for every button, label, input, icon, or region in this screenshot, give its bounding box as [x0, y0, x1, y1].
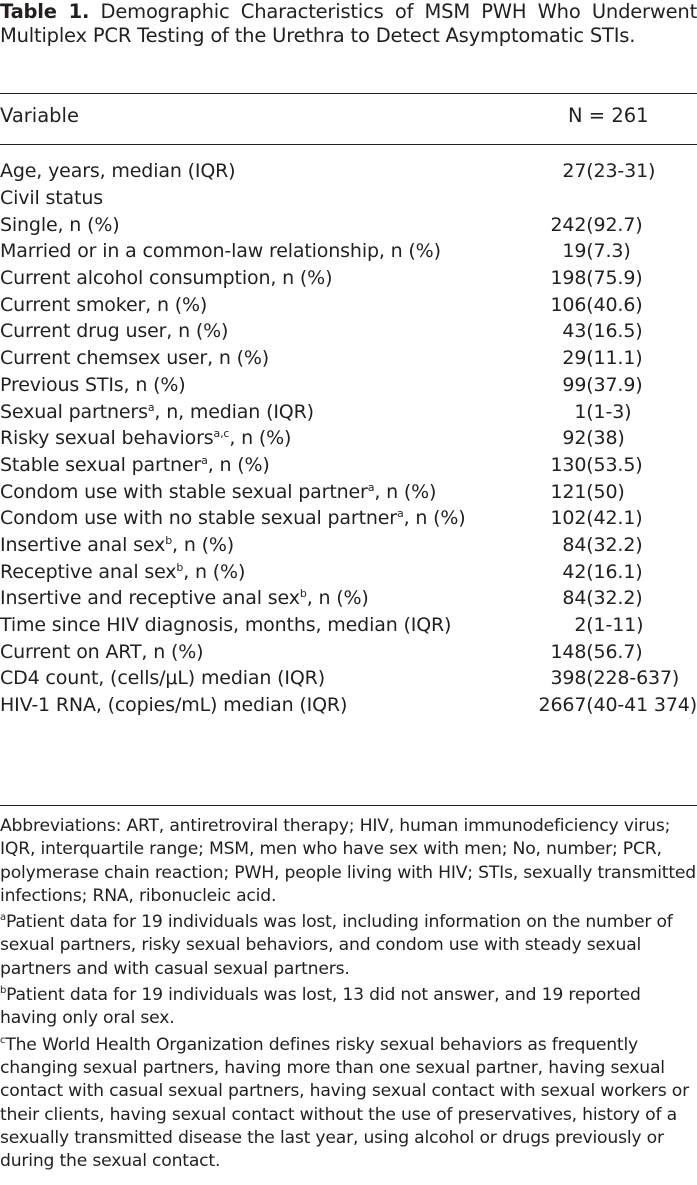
table-row [0, 238, 697, 265]
row-label-text: Current drug user, n (%) [0, 320, 229, 343]
row-value-detail: (228-637) [586, 667, 680, 690]
header-rule [0, 144, 697, 145]
row-value: 43 [562, 320, 587, 343]
row-value-detail: (40-41 374) [586, 694, 697, 717]
table-row [0, 158, 697, 185]
row-label-text: Condom use with no stable sexual partner [0, 507, 397, 530]
row-value: 130 [550, 453, 587, 476]
row-value: 19 [562, 240, 587, 263]
row-value: 92 [562, 427, 587, 450]
footnote-marker: a [396, 507, 404, 521]
row-value-detail: (56.7) [586, 640, 643, 663]
row-label [0, 532, 493, 559]
row-label-text: Married or in a common-law relationship, n (%) [0, 240, 441, 263]
table-row [0, 318, 697, 345]
row-label-suffix: , n (%) [172, 533, 235, 556]
row-value-detail: (32.2) [586, 587, 643, 610]
footnote-marker: b [0, 985, 7, 997]
row-value-detail: (92.7) [586, 213, 643, 236]
table-row [0, 345, 697, 372]
row-label-text: Civil status [0, 187, 103, 210]
table-caption [0, 0, 697, 48]
row-label-text: Condom use with stable sexual partner [0, 480, 368, 503]
row-value: 99 [562, 373, 587, 396]
footnote-marker: a [0, 912, 6, 924]
row-value-detail: (32.2) [586, 533, 643, 556]
row-label [0, 558, 493, 585]
row-label [0, 452, 493, 479]
row-label [0, 291, 493, 318]
footnote-marker: a [367, 480, 375, 494]
row-value-detail: (11.1) [586, 347, 643, 370]
row-value-detail [586, 185, 697, 212]
row-value-detail: (53.5) [586, 453, 643, 476]
table-row [0, 532, 697, 559]
footnote-text: Patient data for 19 individuals was lost, including information on the number of sexual partners, risky sexual behaviors, and condom use with steady sexual partners and with casual sexual partners. [0, 912, 673, 979]
row-label-suffix: , n, median (IQR) [154, 400, 314, 423]
row-label-text: Current smoker, n (%) [0, 293, 208, 316]
row-value-detail: (38) [586, 427, 625, 450]
row-label [0, 265, 493, 292]
row-value: 102 [550, 507, 587, 530]
row-value: 29 [562, 347, 587, 370]
table-row [0, 558, 697, 585]
footnote-marker: b [176, 560, 184, 574]
footnote-marker: a,c [213, 427, 230, 441]
bottom-rule [0, 805, 697, 806]
footnote-marker: a [147, 400, 155, 414]
footnote [0, 1034, 697, 1174]
row-label-text: Receptive anal sex [0, 560, 177, 583]
row-value-detail: (1-11) [586, 614, 644, 637]
row-label-suffix: , n (%) [207, 453, 270, 476]
row-label-text: Single, n (%) [0, 213, 120, 236]
row-value: 84 [562, 533, 587, 556]
footnote-marker: c [0, 1034, 6, 1046]
row-label-suffix: , n (%) [306, 587, 369, 610]
data-table [0, 158, 697, 718]
row-label-text: Current chemsex user, n (%) [0, 347, 270, 370]
column-header-n: N = 261 [568, 104, 649, 127]
row-label-text: Insertive anal sex [0, 533, 166, 556]
table-row [0, 211, 697, 238]
row-value: 398 [550, 667, 587, 690]
row-label [0, 612, 493, 639]
row-label [0, 238, 493, 265]
row-value: 42 [562, 560, 587, 583]
table-row [0, 638, 697, 665]
table-notes [0, 815, 697, 1176]
row-label-text: CD4 count, (cells/μL) median (IQR) [0, 667, 325, 690]
row-value-detail: (1-3) [586, 400, 632, 423]
row-value: 27 [562, 160, 587, 183]
row-value-detail: (42.1) [586, 507, 643, 530]
row-value-detail: (16.5) [586, 320, 643, 343]
footnote-text: The World Health Organization defines risky sexual behaviors as frequently changing sexual partners, having more than one sexual partner, having sexual contact with casual sexual partners, having sexual contact with sexual workers or their clients, having sexual contact without the use of preservatives, history of a sexually transmitted disease the last year, using alcohol or drugs previously or during the sexual contact. [0, 1034, 689, 1172]
row-label [0, 398, 493, 425]
row-value: 148 [550, 640, 587, 663]
row-label [0, 211, 493, 238]
row-label [0, 665, 493, 692]
row-value: 242 [550, 213, 587, 236]
table-row [0, 265, 697, 292]
row-label-suffix: , n (%) [183, 560, 246, 583]
table-row [0, 291, 697, 318]
row-label [0, 372, 493, 399]
row-label-suffix: , n (%) [403, 507, 466, 530]
row-value: 198 [550, 267, 587, 290]
table-row [0, 425, 697, 452]
table-row [0, 585, 697, 612]
row-label-text: Stable sexual partner [0, 453, 202, 476]
row-value-detail: (23-31) [586, 160, 656, 183]
row-label [0, 318, 493, 345]
row-value: 2667 [538, 694, 587, 717]
table-row [0, 692, 697, 719]
row-value-detail: (37.9) [586, 373, 643, 396]
footnote-marker: b [299, 587, 307, 601]
footnote [0, 911, 697, 981]
row-value-detail: (75.9) [586, 267, 643, 290]
footnote-marker: a [201, 453, 208, 467]
row-value: 2 [574, 614, 587, 637]
table-row [0, 478, 697, 505]
table-row [0, 185, 697, 212]
footnote-text: Patient data for 19 individuals was lost, 13 did not answer, and 19 reported having only oral sex. [0, 985, 641, 1029]
row-value: 1 [574, 400, 587, 423]
abbreviations-note: Abbreviations: ART, antiretroviral therapy; HIV, human immunodeficiency virus; IQR, interquartile range; MSM, men who have sex with men; No, number; PCR, polymerase chain reaction; PWH, people living with HIV; STIs, sexually transmitted infections; RNA, ribonucleic acid. [0, 816, 696, 906]
table-title: Demographic Characteristics of MSM PWH Who Underwent Multiplex PCR Testing of the Urethra to Detect Asymptomatic STIs. [0, 0, 697, 47]
row-label [0, 638, 493, 665]
row-value-detail: (50) [586, 480, 625, 503]
row-label [0, 478, 493, 505]
row-label-text: Insertive and receptive anal sex [0, 587, 300, 610]
table-number: Table 1. [0, 0, 90, 23]
row-label-text: Sexual partners [0, 400, 148, 423]
row-label-suffix: , n (%) [229, 427, 292, 450]
row-label-text: Current alcohol consumption, n (%) [0, 267, 333, 290]
row-label [0, 425, 493, 452]
table-row [0, 372, 697, 399]
row-value: 121 [550, 480, 587, 503]
column-header-variable: Variable [0, 104, 79, 127]
row-label-text: Age, years, median (IQR) [0, 160, 236, 183]
table-row [0, 612, 697, 639]
top-rule [0, 93, 697, 94]
row-label-suffix: , n (%) [374, 480, 437, 503]
row-label [0, 185, 493, 212]
table-row [0, 665, 697, 692]
row-label-text: Previous STIs, n (%) [0, 373, 186, 396]
row-value-detail: (40.6) [586, 293, 643, 316]
table-row [0, 452, 697, 479]
row-label-text: Current on ART, n (%) [0, 640, 204, 663]
row-value-detail: (7.3) [586, 240, 631, 263]
row-label [0, 345, 493, 372]
row-label [0, 158, 493, 185]
table-row [0, 398, 697, 425]
row-label-text: Risky sexual behaviors [0, 427, 214, 450]
row-value: 106 [550, 293, 587, 316]
footnote-marker: b [165, 533, 173, 547]
footnote [0, 984, 697, 1031]
row-value: 84 [562, 587, 587, 610]
row-value-detail: (16.1) [586, 560, 643, 583]
row-label [0, 505, 493, 532]
table-row [0, 505, 697, 532]
row-label [0, 585, 493, 612]
row-label-text: HIV-1 RNA, (copies/mL) median (IQR) [0, 694, 348, 717]
row-value [493, 185, 587, 212]
row-label-text: Time since HIV diagnosis, months, median (IQR) [0, 614, 452, 637]
row-label [0, 692, 493, 719]
